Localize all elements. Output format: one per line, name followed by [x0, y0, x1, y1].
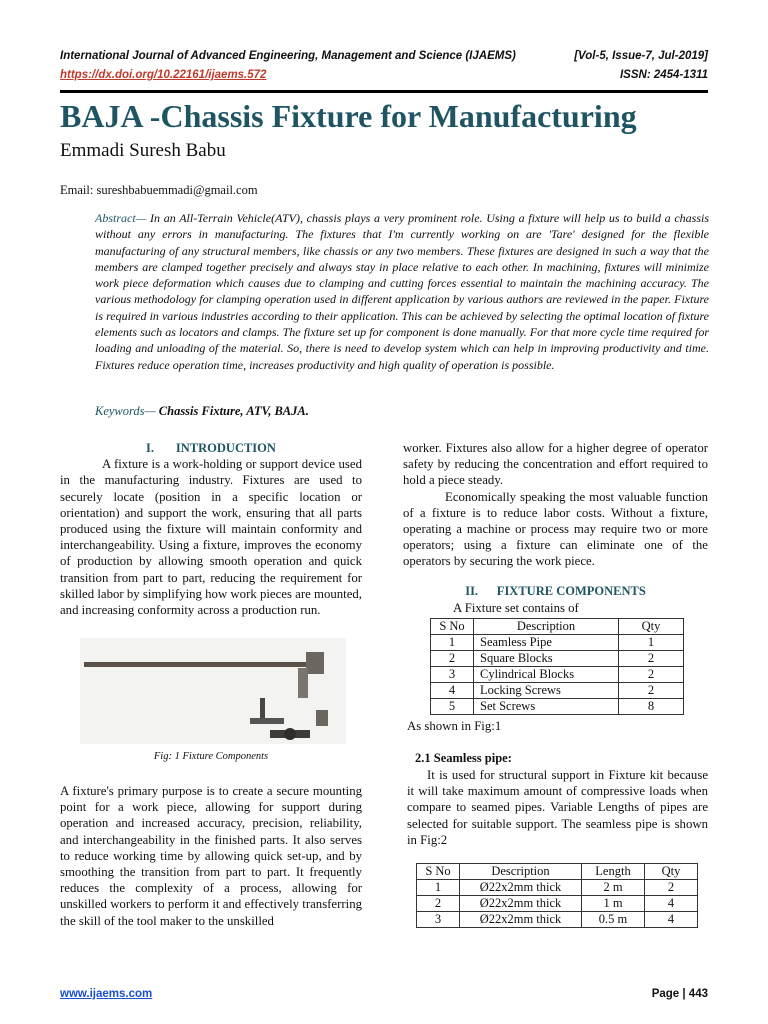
table-row	[417, 896, 698, 912]
cell: 4	[645, 896, 698, 912]
table-row	[431, 651, 684, 667]
page-number: Page | 443	[651, 988, 708, 1000]
left-column	[60, 440, 362, 618]
abstract-text: In an All-Terrain Vehicle(ATV), chassis plays a very prominent role. Using a fixture will help us to build a chassis without any errors in manufacturing. The fixtures that I'm currently working on are 'Tare' designed for the flexible manufacturing of any structural members, like chassis or any two members. These fixtures are designed in such a way that the members are clamped together precisely and always stay in place relative to each other. In machining, fixtures will minimize work piece deformation which causes due to clamping and cutting forces essential to maintain the machining accuracy. The various methodology for clamping operation used in different application by various authors are reviewed in the paper. Fixture is required in various industries according to their application. This can be achieved by selecting the optimal location of fixture elements such as locators and clamps. The fixture set up for component is done manually. For that more cycle time required for loading and unloading of the material. So, there is need to develop system which can help in improving productivity and time. Fixtures reduce operation time, increases productivity and high quality of operation is possible.	[95, 211, 709, 372]
header-length: Length	[582, 864, 645, 880]
table-header-row	[431, 619, 684, 635]
header-sno: S No	[431, 619, 474, 635]
doi-link[interactable]: https://dx.doi.org/10.22161/ijaems.572	[60, 69, 267, 81]
cell: Ø22x2mm thick	[460, 896, 582, 912]
table-row	[431, 683, 684, 699]
cell: Set Screws	[474, 699, 619, 715]
cell: 2	[645, 880, 698, 896]
cell: 4	[431, 683, 474, 699]
table-row	[431, 699, 684, 715]
cell: 3	[431, 667, 474, 683]
header-rule	[60, 90, 708, 93]
header-sno: S No	[417, 864, 460, 880]
right-paragraph-1: worker. Fixtures also allow for a higher degree of operator safety by reducing the concentration and effort required to hold a piece steady.	[403, 441, 708, 488]
as-shown-text: As shown in Fig:1	[407, 719, 502, 733]
cell: 1	[619, 635, 684, 651]
cell: 5	[431, 699, 474, 715]
issn: ISSN: 2454-1311	[619, 69, 708, 81]
cell: Seamless Pipe	[474, 635, 619, 651]
table-row	[417, 912, 698, 928]
cell: Cylindrical Blocks	[474, 667, 619, 683]
cell: Locking Screws	[474, 683, 619, 699]
header-description: Description	[460, 864, 582, 880]
author-email: Email: sureshbabuemmadi@gmail.com	[60, 183, 258, 197]
intro-paragraph: A fixture is a work-holding or support device used in the manufacturing industry. Fixtures are used to securely locate (position in a specific location or orientation) and support the work, ensuring that all parts produced using the fixture will maintain conformity and interchangeability. Using a fixture, improves the economy of production by allowing smooth operation and quick transition from part to part, reducing the requirement for skilled labor by simplifying how work pieces are mounted, and increasing conformity across a production run.	[60, 457, 362, 618]
fixture-components-heading: II. FIXTURE COMPONENTS	[465, 584, 646, 598]
cell: 2	[619, 667, 684, 683]
table-row	[431, 667, 684, 683]
table-row	[417, 880, 698, 896]
header-qty: Qty	[619, 619, 684, 635]
cell: 8	[619, 699, 684, 715]
cell: 2	[619, 651, 684, 667]
fixture-set-intro: A Fixture set contains of	[453, 601, 579, 615]
cell: 2	[431, 651, 474, 667]
table-row	[431, 635, 684, 651]
seamless-pipe-heading: 2.1 Seamless pipe:	[415, 751, 512, 765]
cell: 2	[417, 896, 460, 912]
author: Emmadi Suresh Babu	[60, 140, 226, 161]
intro-heading: I. INTRODUCTION	[146, 441, 276, 455]
cell: 4	[645, 912, 698, 928]
abstract-label: Abstract—	[95, 211, 147, 225]
figure-1-caption: Fig: 1 Fixture Components	[153, 751, 269, 762]
cell: 0.5 m	[582, 912, 645, 928]
cell: Ø22x2mm thick	[460, 880, 582, 896]
seamless-pipe-paragraph: It is used for structural support in Fixture kit because it will take maximum amount of compressive loads when compare to seamed pipes. Variable Lengths of pipes are selected for suitable support. The seamless pipe is shown in Fig:2	[407, 768, 708, 847]
keywords	[95, 404, 309, 419]
left-column-lower	[60, 783, 362, 929]
right-paragraph-2: Economically speaking the most valuable function of a fixture is to reduce labor costs. Without a fixture, operating a machine or process may require two or more operators; using a fixture can eliminate one of the operators by securing the work piece.	[403, 489, 708, 569]
volume-info: [Vol-5, Issue-7, Jul-2019]	[574, 50, 708, 62]
fixture-components-image	[80, 638, 346, 744]
cell: 2 m	[582, 880, 645, 896]
header-description: Description	[474, 619, 619, 635]
cell: Ø22x2mm thick	[460, 912, 582, 928]
fixture-components-table	[430, 618, 684, 715]
cell: 1 m	[582, 896, 645, 912]
cell: 1	[417, 880, 460, 896]
table-header-row	[417, 864, 698, 880]
keywords-text: Chassis Fixture, ATV, BAJA.	[155, 404, 309, 418]
cell: Square Blocks	[474, 651, 619, 667]
cell: 2	[619, 683, 684, 699]
right-column	[403, 440, 708, 570]
abstract	[95, 210, 709, 373]
cell: 3	[417, 912, 460, 928]
intro-paragraph-2: A fixture's primary purpose is to create a secure mounting point for a work piece, allowing for support during operation and increased accuracy, precision, reliability, and interchangeability in the finished parts. It also serves to reduce working time by allowing quick set-up, and by smoothing the transition from part to part. It frequently reduces the complexity of a process, allowing for unskilled workers to perform it and effectively transferring the skill of the tool maker to the unskilled	[60, 784, 362, 928]
seamless-pipe-table	[416, 863, 698, 928]
keywords-label: Keywords—	[95, 404, 156, 418]
cell: 1	[431, 635, 474, 651]
journal-name: International Journal of Advanced Engineering, Management and Science (IJAEMS)	[60, 50, 516, 62]
footer-site-link[interactable]: www.ijaems.com	[60, 988, 153, 1000]
header-qty: Qty	[645, 864, 698, 880]
paper-title: BAJA -Chassis Fixture for Manufacturing	[60, 98, 637, 134]
